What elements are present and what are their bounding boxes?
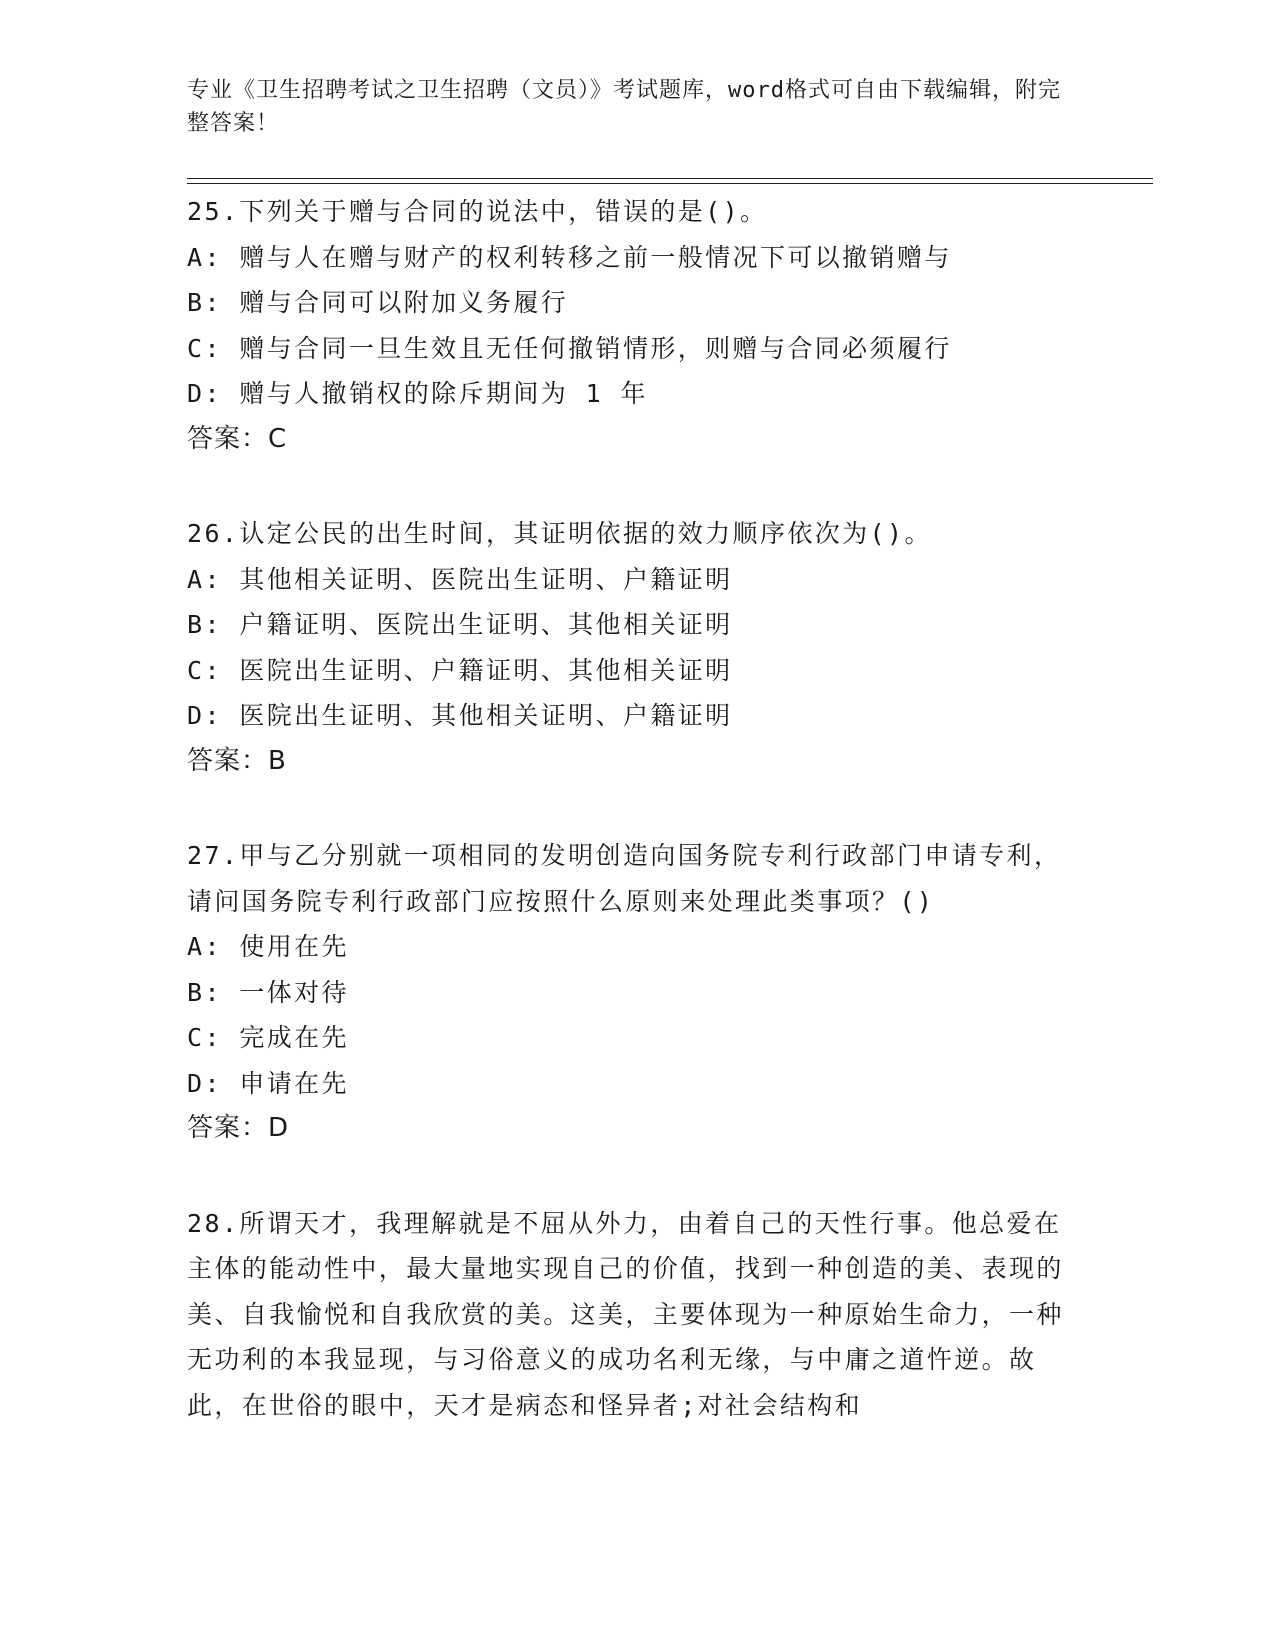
document-header: 专业《卫生招聘考试之卫生招聘（文员）》考试题库，word格式可自由下载编辑，附完整答案！ [187, 78, 1061, 136]
option-a: A: 赠与人在赠与财产的权利转移之前一般情况下可以撤销赠与 [187, 242, 952, 272]
option-c: C: 医院出生证明、户籍证明、其他相关证明 [187, 655, 733, 685]
question-list [187, 189, 1077, 1477]
option-d: D: 赠与人撤销权的除斥期间为 1 年 [187, 379, 648, 408]
question-28 [187, 1201, 1077, 1429]
question-25 [187, 189, 1077, 462]
option-d: D: 申请在先 [187, 1068, 349, 1098]
option-b: B: 户籍证明、医院出生证明、其他相关证明 [187, 610, 733, 639]
question-stem: 27.甲与乙分别就一项相同的发明创造向国务院专利行政部门申请专利，请问国务院专利行政部门应按照什么原则来处理此类事项？() [187, 841, 1062, 916]
option-a: A: 使用在先 [187, 932, 349, 961]
question-26 [187, 511, 1077, 784]
option-d: D: 医院出生证明、其他相关证明、户籍证明 [187, 701, 733, 730]
answer: 答案：C [187, 423, 288, 454]
option-a: A: 其他相关证明、医院出生证明、户籍证明 [187, 564, 733, 594]
question-stem: 25.下列关于赠与合同的说法中，错误的是()。 [187, 197, 768, 226]
header-divider-bottom [187, 183, 1153, 184]
question-27 [187, 833, 1077, 1152]
question-stem: 26.认定公民的出生时间，其证明依据的效力顺序依次为()。 [187, 519, 932, 548]
option-b: B: 赠与合同可以附加义务履行 [187, 288, 569, 317]
answer: 答案：D [187, 1113, 290, 1143]
answer: 答案：B [187, 745, 287, 776]
option-c: C: 完成在先 [187, 1023, 349, 1052]
question-stem: 28.所谓天才，我理解就是不屈从外力，由着自己的天性行事。他总爱在主体的能动性中，最大量地实现自己的价值，找到一种创造的美、表现的美、自我愉悦和自我欣赏的美。这美，主要体现为一种原始生命力，一种无功利的本我显现，与习俗意义的成功名利无缘，与中庸之道忤逆。故此，在世俗的眼中，天才是病态和怪异者;对社会结构和 [187, 1208, 1064, 1420]
option-b: B: 一体对待 [187, 977, 349, 1007]
option-c: C: 赠与合同一旦生效且无任何撤销情形，则赠与合同必须履行 [187, 333, 952, 363]
header-divider-top [187, 178, 1153, 179]
